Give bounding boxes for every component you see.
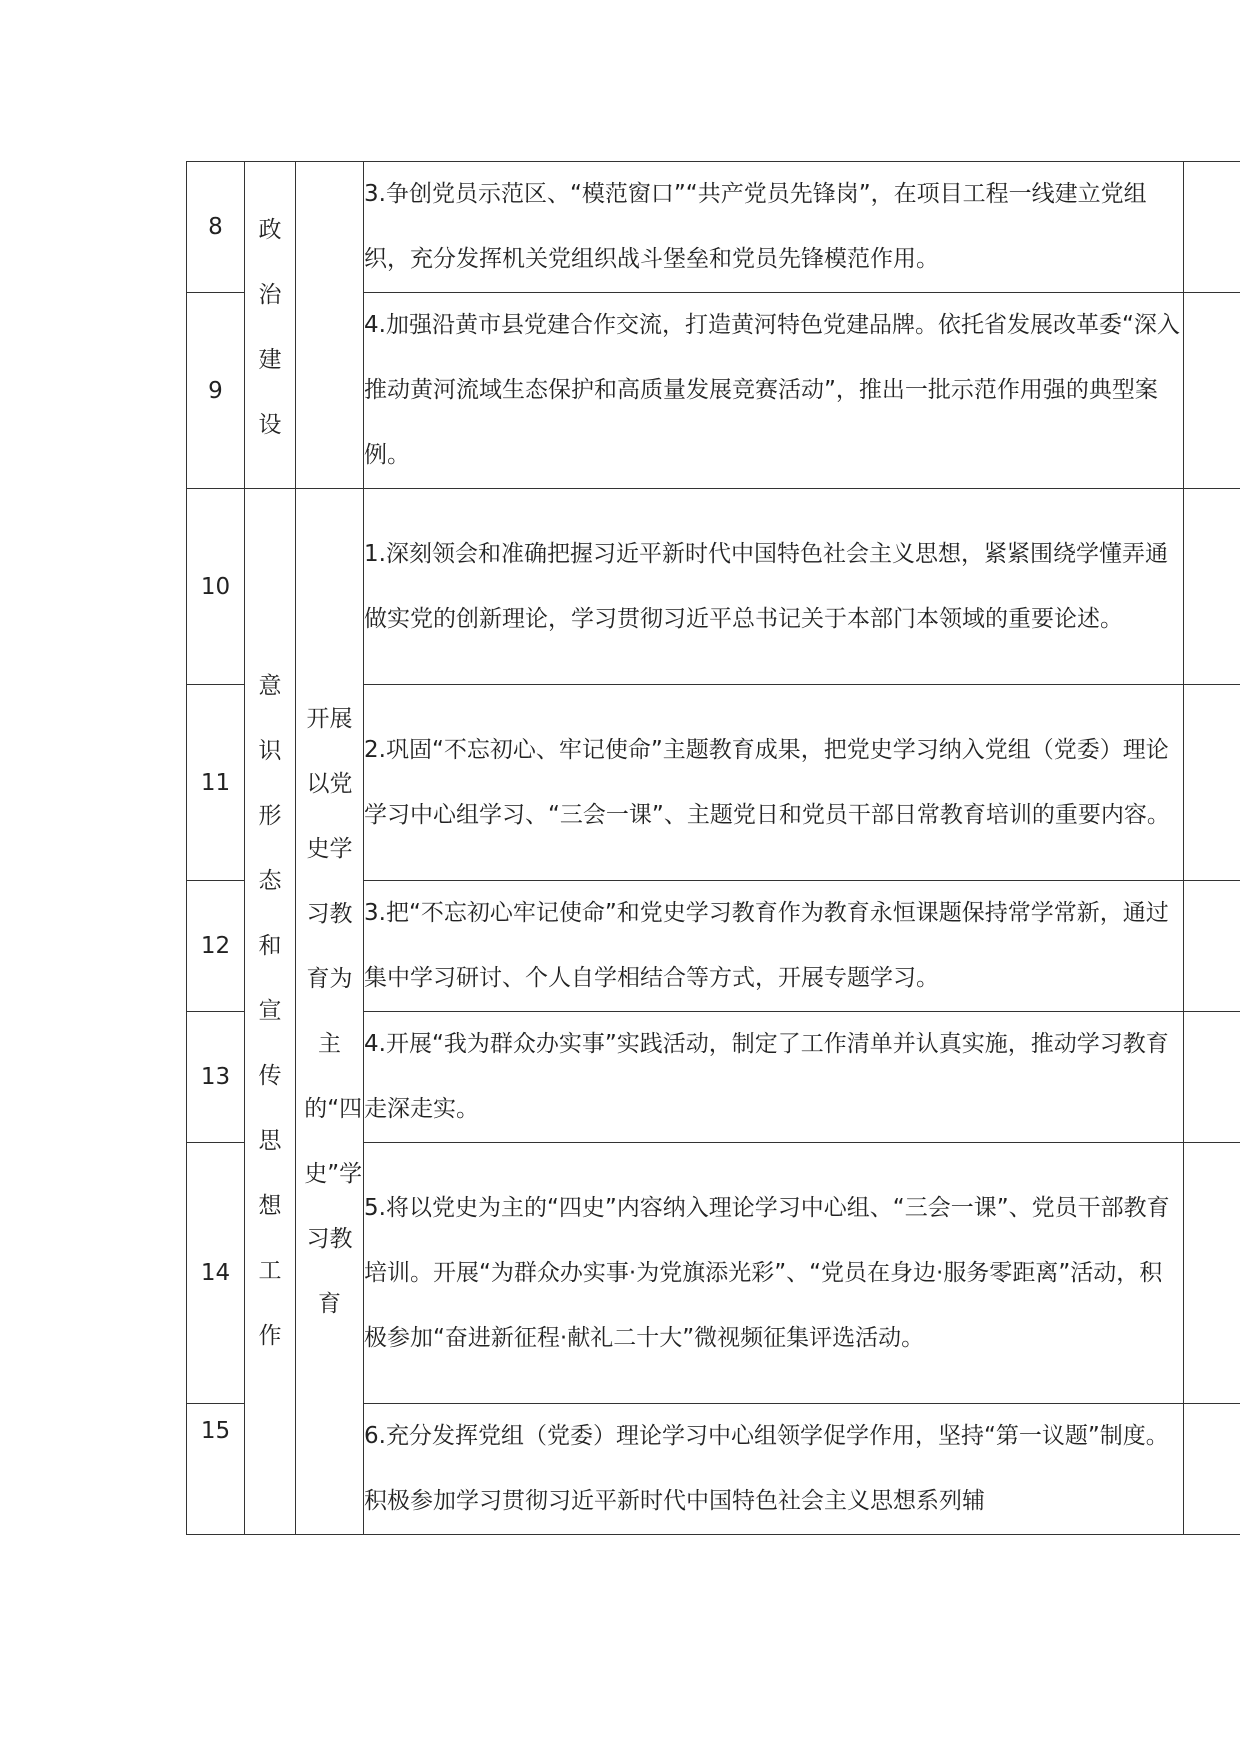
category-political-label: 政治建设: [258, 217, 282, 438]
work-plan-table: [186, 161, 1240, 1535]
row-content: 3.争创党员示范区、“模范窗口”“共产党员先锋岗”，在项目工程一线建立党组织，充分发挥机关党组织战斗堡垒和党员先锋模范作用。: [364, 162, 1184, 293]
empty-cell: [1184, 162, 1240, 293]
row-number: 12: [187, 881, 245, 1012]
empty-cell: [1184, 1143, 1240, 1404]
row-number: 13: [187, 1012, 245, 1143]
empty-cell: [1184, 293, 1240, 489]
table-row: [187, 489, 1240, 685]
empty-cell: [1184, 685, 1240, 881]
category-ideology-cell: [245, 489, 296, 1535]
row-content: 4.开展“我为群众办实事”实践活动，制定了工作清单并认真实施，推动学习教育走深走实。: [364, 1012, 1184, 1143]
subcategory-cell: [296, 489, 364, 1535]
empty-cell: [1184, 881, 1240, 1012]
row-number: 11: [187, 685, 245, 881]
empty-cell: [1184, 1404, 1240, 1535]
category-ideology-label: 意识形态和宣传思想工作: [258, 673, 282, 1349]
category-political-cell: [245, 162, 296, 489]
empty-subcategory-cell: [296, 162, 364, 489]
row-number: 10: [187, 489, 245, 685]
row-content: 1.深刻领会和准确把握习近平新时代中国特色社会主义思想，紧紧围绕学懂弄通做实党的创新理论，学习贯彻习近平总书记关于本部门本领域的重要论述。: [364, 489, 1184, 685]
row-content: 4.加强沿黄市县党建合作交流，打造黄河特色党建品牌。依托省发展改革委“深入推动黄河流域生态保护和高质量发展竞赛活动”，推出一批示范作用强的典型案例。: [364, 293, 1184, 489]
table-row: [187, 162, 1240, 293]
row-content: 5.将以党史为主的“四史”内容纳入理论学习中心组、“三会一课”、党员干部教育培训。开展“为群众办实事·为党旗添光彩”、“党员在身边·服务零距离”活动，积极参加“奋进新征程·献礼二十大”微视频征集评选活动。: [364, 1143, 1184, 1404]
empty-cell: [1184, 489, 1240, 685]
row-number: 9: [187, 293, 245, 489]
subcategory-label: 开展以党史学习教育为主的“四史”学习教育: [304, 705, 363, 1317]
row-content: 2.巩固“不忘初心、牢记使命”主题教育成果，把党史学习纳入党组（党委）理论学习中心组学习、“三会一课”、主题党日和党员干部日常教育培训的重要内容。: [364, 685, 1184, 881]
row-content: 6.充分发挥党组（党委）理论学习中心组领学促学作用，坚持“第一议题”制度。积极参加学习贯彻习近平新时代中国特色社会主义思想系列辅: [364, 1404, 1184, 1535]
row-number: 14: [187, 1143, 245, 1404]
empty-cell: [1184, 1012, 1240, 1143]
row-content: 3.把“不忘初心牢记使命”和党史学习教育作为教育永恒课题保持常学常新，通过集中学习研讨、个人自学相结合等方式，开展专题学习。: [364, 881, 1184, 1012]
row-number: 15: [187, 1404, 245, 1535]
row-number: 8: [187, 162, 245, 293]
